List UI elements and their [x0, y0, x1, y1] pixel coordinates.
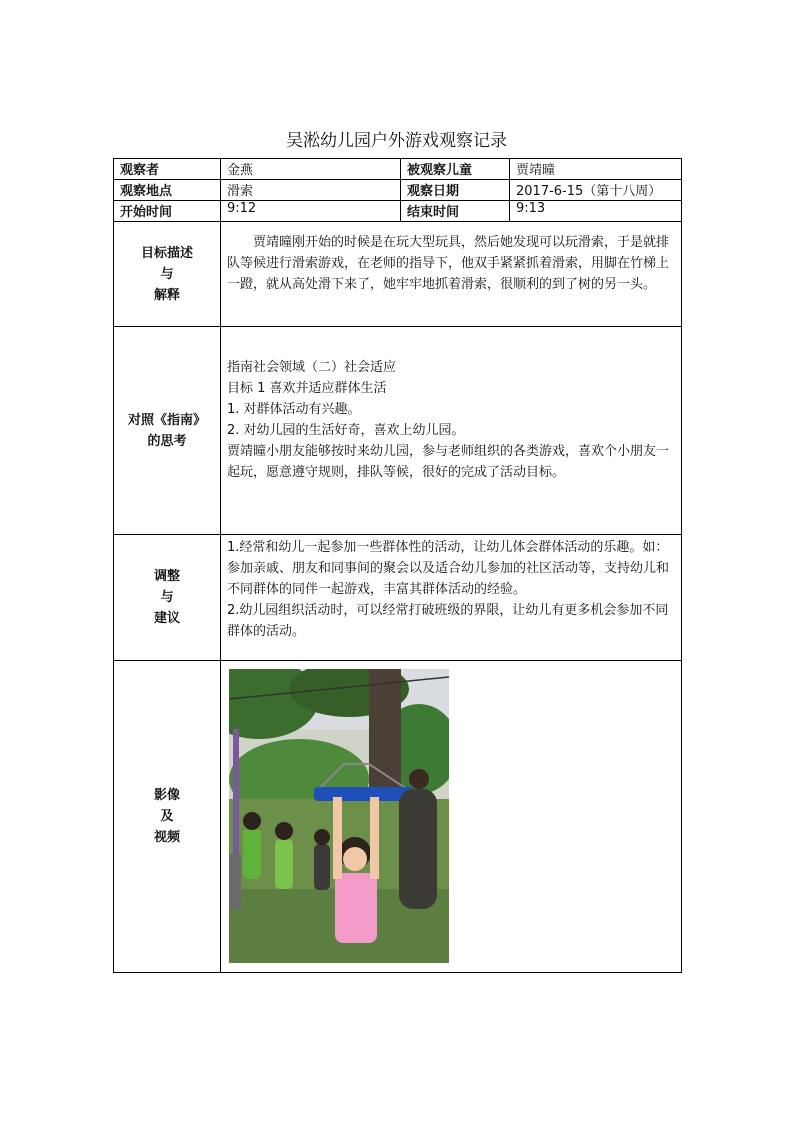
adjust-label: 调整 与 建议 — [114, 535, 221, 661]
observation-table — [113, 158, 682, 973]
adjust-suggestions: 1.经常和幼儿一起参加一些群体性的活动，让幼儿体会群体活动的乐趣。如：参加亲戚、朋友和同事间的聚会以及适合幼儿参加的社区活动等，支持幼儿和不同群体的同伴一起游戏，丰富其群体活动的经验。 2.幼儿园组织活动时，可以经常打破班级的界限，让幼儿有更多机会参加不同群体的活动。 — [221, 535, 682, 661]
place-label: 观察地点 — [114, 180, 221, 201]
goal-description: 贾靖曈刚开始的时候是在玩大型玩具，然后她发现可以玩滑索，于是就排队等候进行滑索游戏，在老师的指导下，他双手紧紧抓着滑索，用脚在竹梯上一蹬，就从高处滑下来了，她牢牢地抓着滑索，很顺利的到了树的另一头。 — [221, 222, 682, 327]
start-label: 开始时间 — [114, 201, 221, 222]
observer-value: 金燕 — [221, 159, 401, 180]
goal-label: 目标描述 与 解释 — [114, 222, 221, 327]
teacher-figure — [399, 789, 437, 909]
date-label: 观察日期 — [401, 180, 510, 201]
guide-label: 对照《指南》 的思考 — [114, 327, 221, 535]
date-value: 2017-6-15（第十八周） — [510, 180, 682, 201]
media-label: 影像 及 视频 — [114, 661, 221, 973]
place-value: 滑索 — [221, 180, 401, 201]
child-pink-shirt — [335, 873, 377, 943]
page-title: 吴淞幼儿园户外游戏观察记录 — [286, 131, 507, 151]
zipline-handlebar — [314, 787, 414, 801]
child-value: 贾靖曈 — [510, 159, 682, 180]
observer-label: 观察者 — [114, 159, 221, 180]
end-value: 9:13 — [510, 201, 682, 222]
end-label: 结束时间 — [401, 201, 510, 222]
media-cell — [221, 661, 682, 973]
guide-reflection: 指南社会领域（二）社会适应 目标 1 喜欢并适应群体生活 1. 对群体活动有兴趣。 2. 对幼儿园的生活好奇，喜欢上幼儿园。 贾靖曈小朋友能够按时来幼儿园，参与老师组织的各类游戏，喜欢个小朋友一起玩，愿意遵守规则，排队等候，很好的完成了活动目标。 — [221, 327, 682, 535]
start-value: 9:12 — [221, 201, 401, 222]
playground-photo — [229, 669, 449, 963]
child-label: 被观察儿童 — [401, 159, 510, 180]
